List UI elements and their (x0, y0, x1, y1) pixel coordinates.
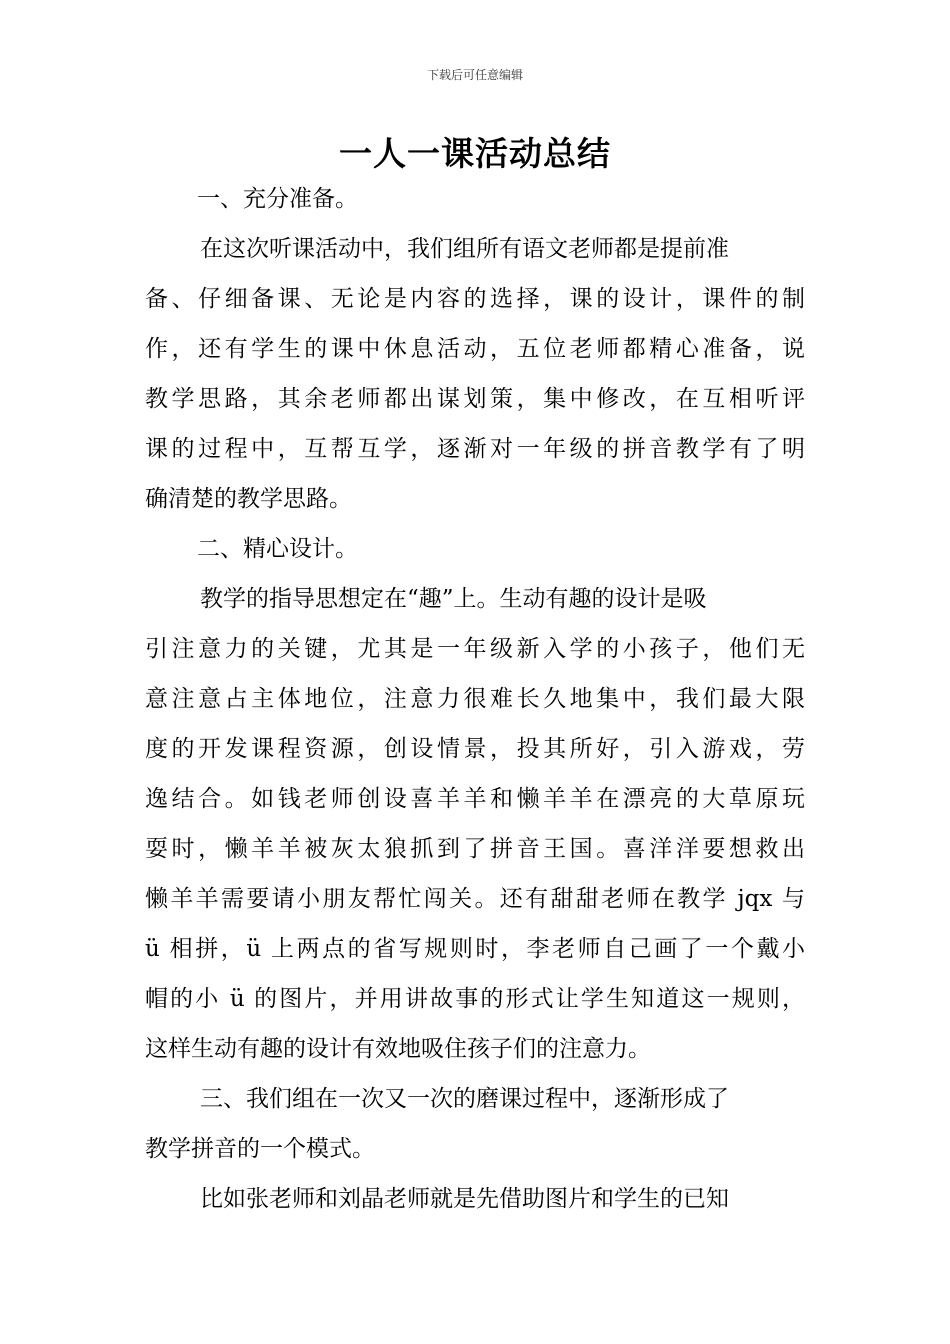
paragraph-line: 引注意力的关键，尤其是一年级新入学的小孩子，他们无 (145, 636, 805, 662)
section-heading-2: 二、精心设计。 (197, 536, 358, 562)
page-title: 一人一课活动总结 (339, 134, 611, 173)
paragraph-line: 课的过程中，互帮互学，逐渐对一年级的拼音教学有了明 (145, 436, 805, 462)
download-note: 下载后可任意编辑 (426, 68, 523, 82)
paragraph-line: 教学的指导思想定在“趣”上。生动有趣的设计是吸 (200, 586, 707, 612)
paragraph-line: 备、仔细备课、无论是内容的选择，课的设计，课件的制 (145, 286, 805, 312)
section-heading-3: 三、我们组在一次又一次的磨课过程中，逐渐形成了 (200, 1086, 729, 1112)
paragraph-line: 度的开发课程资源，创设情景，投其所好，引入游戏，劳 (145, 736, 805, 762)
paragraph-line: ü 相拼，ü 上两点的省写规则时，李老师自己画了一个戴小 (145, 936, 805, 962)
paragraph-line: 确清楚的教学思路。 (145, 486, 352, 512)
paragraph-line: 教学拼音的一个模式。 (145, 1136, 375, 1162)
paragraph-line: 在这次听课活动中，我们组所有语文老师都是提前准 (200, 236, 729, 262)
paragraph-line: 耍时，懒羊羊被灰太狼抓到了拼音王国。喜洋洋要想救出 (145, 836, 805, 862)
paragraph-line: 这样生动有趣的设计有效地吸住孩子们的注意力。 (145, 1036, 651, 1062)
paragraph-line: 意注意占主体地位，注意力很难长久地集中，我们最大限 (145, 686, 805, 712)
paragraph-line: 比如张老师和刘晶老师就是先借助图片和学生的已知 (200, 1186, 729, 1212)
paragraph-line: 教学思路，其余老师都出谋划策，集中修改，在互相听评 (145, 386, 805, 412)
paragraph-line: 作，还有学生的课中休息活动，五位老师都精心准备，说 (145, 336, 805, 362)
paragraph-line: 逸结合。如钱老师创设喜羊羊和懒羊羊在漂亮的大草原玩 (145, 786, 805, 812)
section-heading-1: 一、充分准备。 (197, 186, 358, 212)
paragraph-line: 帽的小 ü 的图片，并用讲故事的形式让学生知道这一规则， (145, 986, 805, 1012)
paragraph-line: 懒羊羊需要请小朋友帮忙闯关。还有甜甜老师在教学 jqx 与 (145, 886, 805, 912)
